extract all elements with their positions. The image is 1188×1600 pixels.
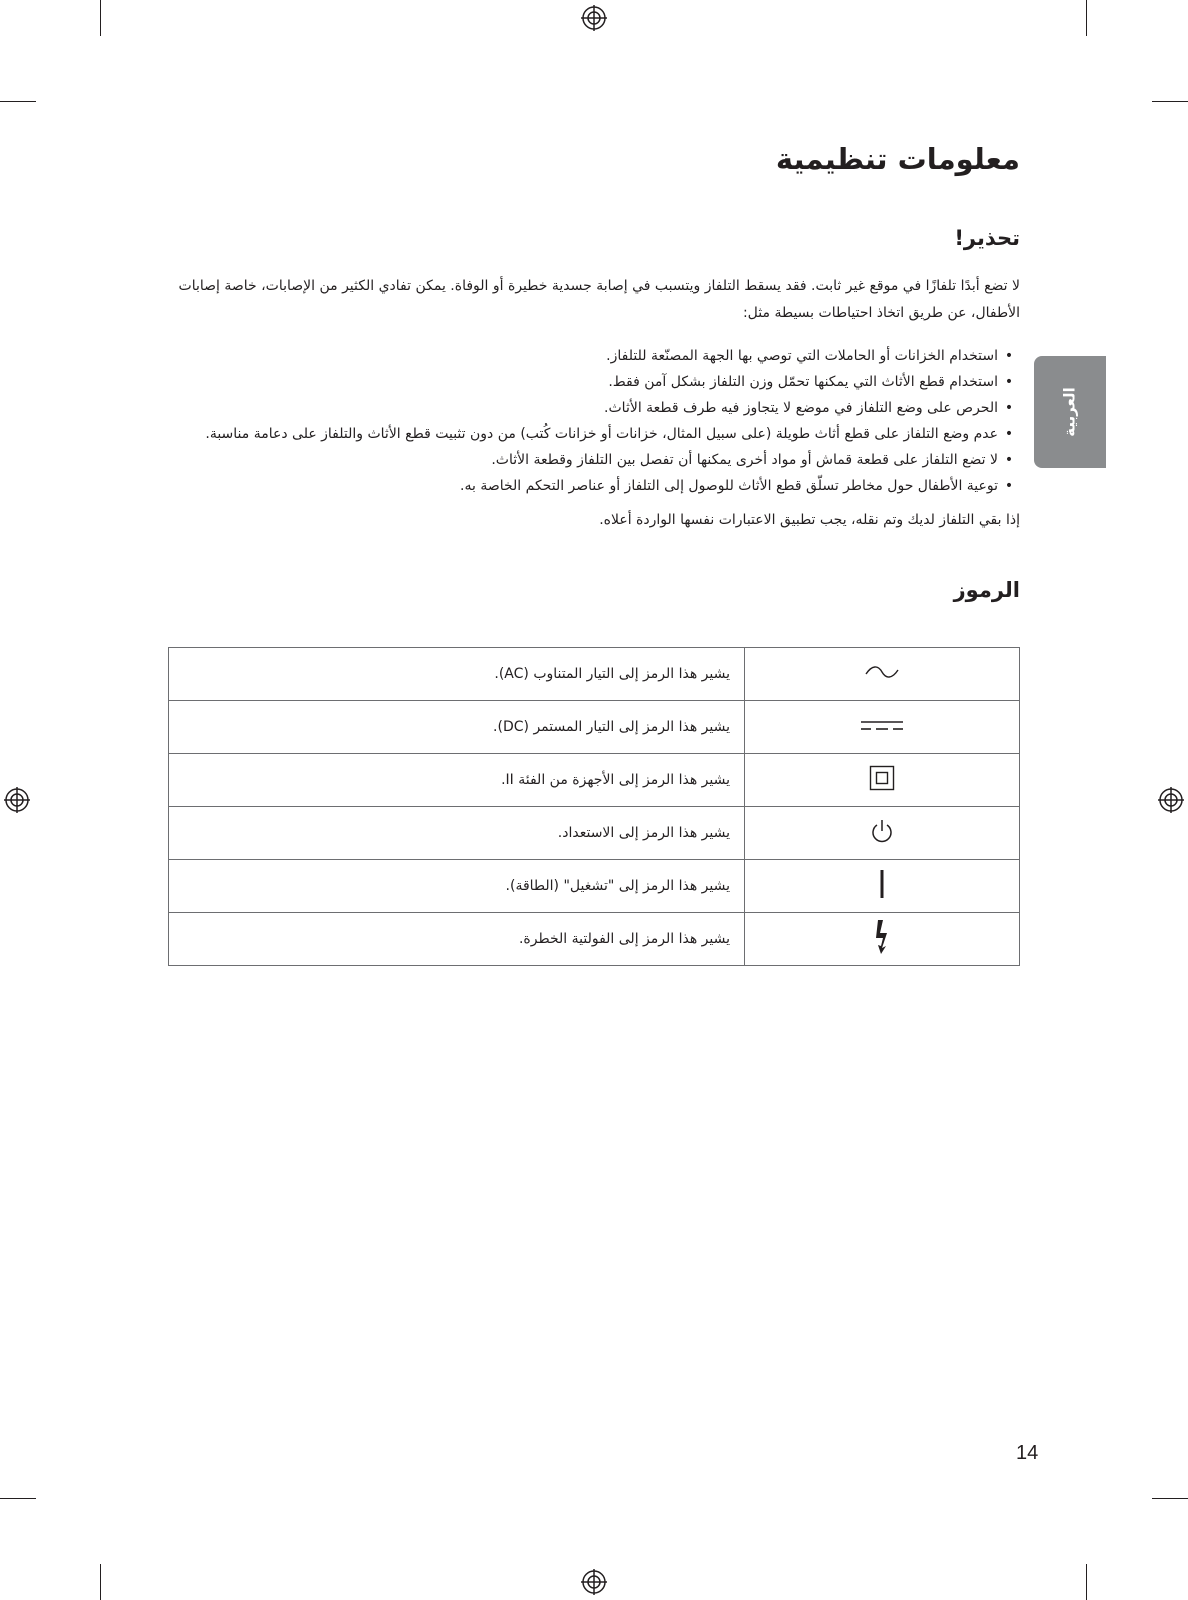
symbols-table <box>168 647 1020 966</box>
registration-mark-icon <box>580 4 608 32</box>
symbol-description: يشير هذا الرمز إلى "تشغيل" (الطاقة). <box>169 860 745 913</box>
bullet-icon: • <box>1004 478 1014 494</box>
page-title: معلومات تنظيمية <box>775 142 1020 176</box>
registration-mark-icon <box>3 786 31 814</box>
crop-mark <box>100 1564 101 1600</box>
list-item: •الحرص على وضع التلفاز في موضع لا يتجاوز فيه طرف قطعة الأثاث. <box>140 395 1020 421</box>
list-item: •استخدام قطع الأثاث التي يمكنها تحمّل وزن التلفاز بشكل آمن فقط. <box>140 369 1020 395</box>
language-tab <box>1034 356 1106 468</box>
list-item: •عدم وضع التلفاز على قطع أثاث طويلة (على سبيل المثال، خزانات أو خزانات كُتب) من دون تثبيت قطع الأثاث والتلفاز على دعامة مناسبة. <box>140 421 1020 447</box>
table-row <box>169 860 1020 913</box>
power-on-icon <box>878 869 886 899</box>
registration-mark-icon <box>580 1568 608 1596</box>
class-ii-icon <box>869 765 895 791</box>
table-row <box>169 754 1020 807</box>
registration-mark-icon <box>1157 786 1185 814</box>
bullet-icon: • <box>1004 452 1014 468</box>
list-item: •توعية الأطفال حول مخاطر تسلّق قطع الأثاث للوصول إلى التلفاز أو عناصر التحكم الخاصة به. <box>140 473 1020 499</box>
symbol-description: يشير هذا الرمز إلى الاستعداد. <box>169 807 745 860</box>
symbol-description: يشير هذا الرمز إلى التيار المتناوب (AC). <box>169 648 745 701</box>
list-item: •استخدام الخزانات أو الحاملات التي توصي بها الجهة المصنّعة للتلفاز. <box>140 343 1020 369</box>
crop-mark <box>1152 101 1188 102</box>
table-row <box>169 701 1020 754</box>
crop-mark <box>0 1498 36 1499</box>
dc-current-icon <box>860 718 904 732</box>
crop-mark <box>100 0 101 36</box>
symbols-heading: الرموز <box>953 578 1020 602</box>
symbol-description: يشير هذا الرمز إلى الأجهزة من الفئة II. <box>169 754 745 807</box>
crop-mark <box>1086 0 1087 36</box>
symbol-description: يشير هذا الرمز إلى الفولتية الخطرة. <box>169 913 745 966</box>
table-row <box>169 807 1020 860</box>
high-voltage-icon <box>873 919 891 955</box>
crop-mark <box>1086 1564 1087 1600</box>
warning-note: إذا بقي التلفاز لديك وتم نقله، يجب تطبيق الاعتبارات نفسها الواردة أعلاه. <box>599 512 1020 528</box>
crop-mark <box>0 101 36 102</box>
warning-paragraph: لا تضع أبدًا تلفازًا في موقع غير ثابت. فقد يسقط التلفاز ويتسبب في إصابة جسدية خطيرة أو الوفاة. يمكن تفادي الكثير من الإصابات، خاصة إصابات الأطفال، عن طريق اتخاذ احتياطات بسيطة مثل: <box>178 278 1020 321</box>
bullet-icon: • <box>1004 348 1014 364</box>
warning-bullet-list <box>140 343 1020 499</box>
ac-wave-icon <box>864 665 900 679</box>
page-number: 14 <box>1016 1442 1039 1464</box>
symbol-description: يشير هذا الرمز إلى التيار المستمر (DC). <box>169 701 745 754</box>
list-item: •لا تضع التلفاز على قطعة قماش أو مواد أخرى يمكنها أن تفصل بين التلفاز وقطعة الأثاث. <box>140 447 1020 473</box>
bullet-icon: • <box>1004 374 1014 390</box>
crop-mark <box>1152 1498 1188 1499</box>
standby-icon <box>870 818 894 844</box>
bullet-icon: • <box>1004 426 1014 442</box>
warning-heading: تحذير! <box>954 226 1020 250</box>
language-tab-label: العربية <box>1061 387 1079 437</box>
bullet-icon: • <box>1004 400 1014 416</box>
table-row <box>169 648 1020 701</box>
table-row <box>169 913 1020 966</box>
